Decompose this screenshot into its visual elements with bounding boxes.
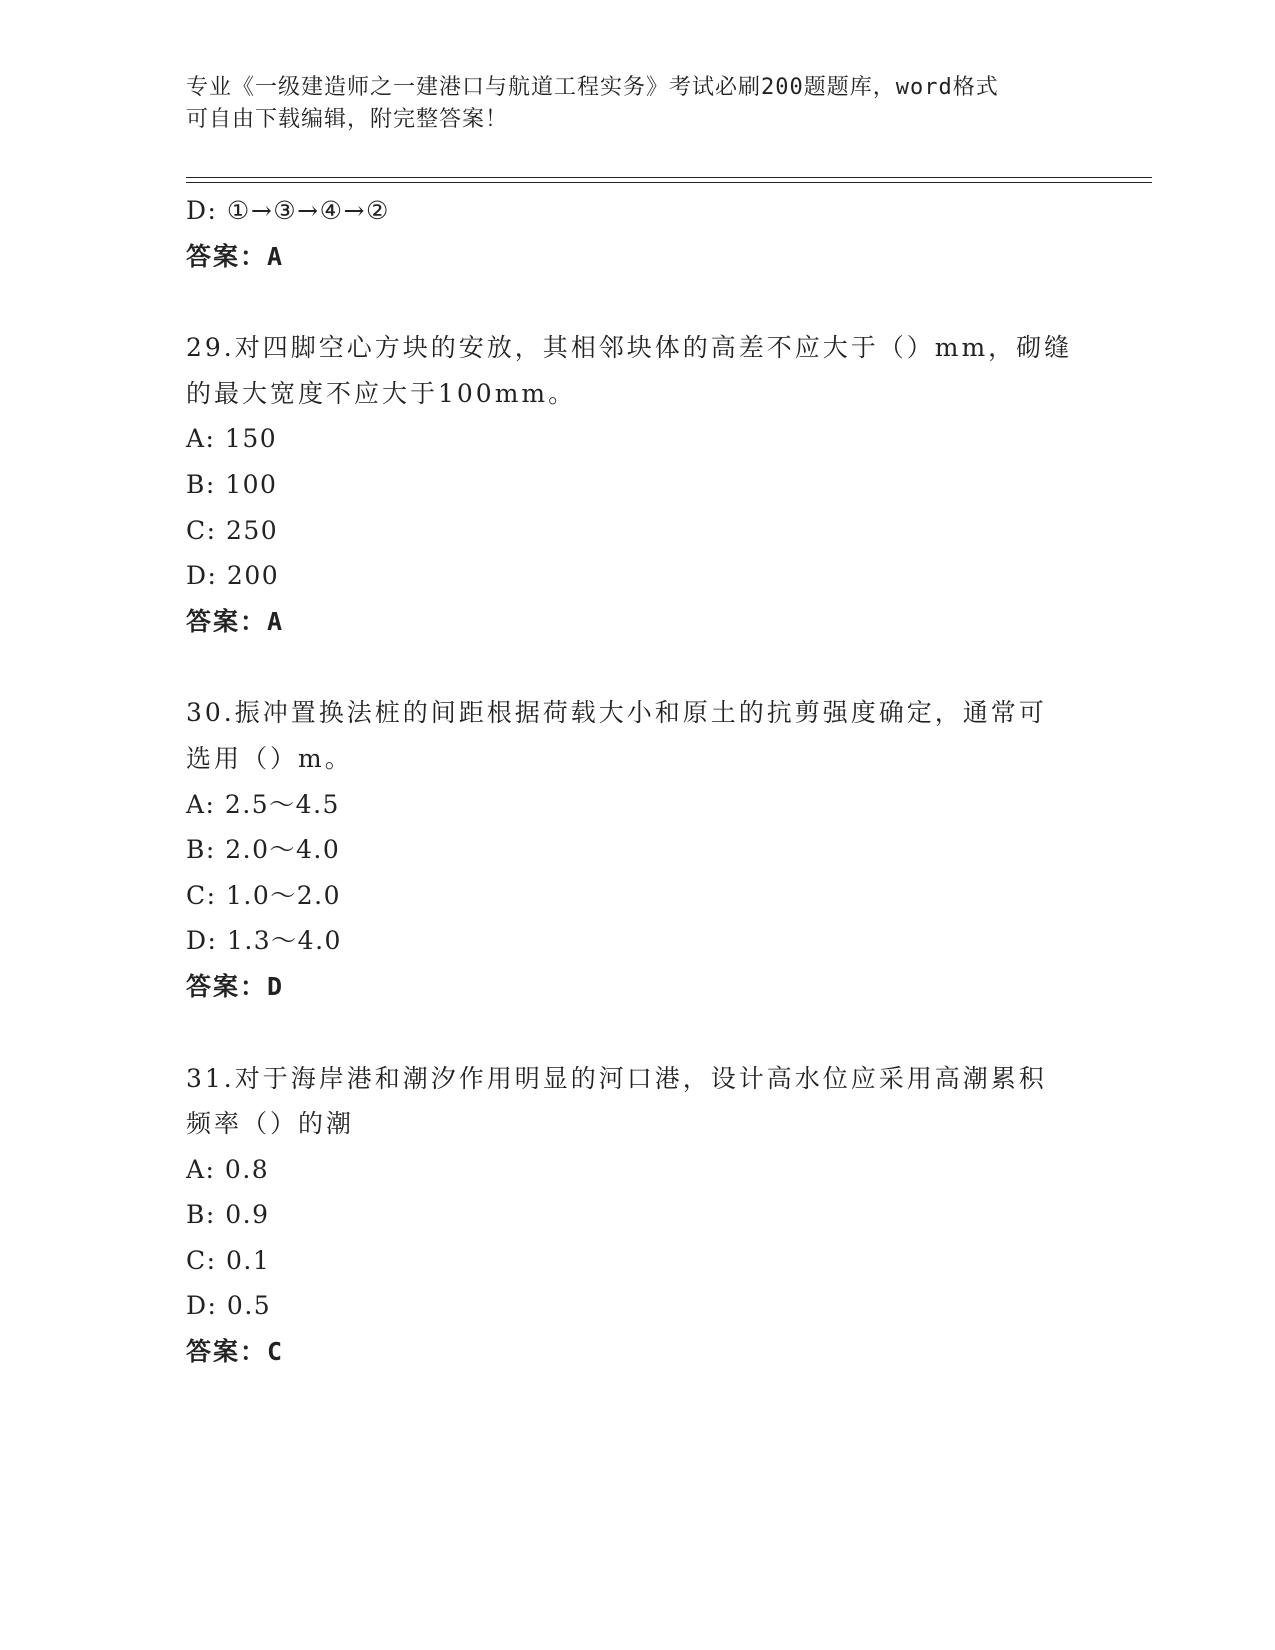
question-line-2: 频率（）的潮: [186, 1109, 355, 1139]
answer: 答案：D: [186, 971, 285, 1001]
answer: 答案：A: [186, 606, 285, 636]
question-31: [186, 1056, 1086, 1375]
prev-option-d: D: ①→③→④→②: [186, 196, 390, 225]
question-29: [186, 325, 1086, 644]
question-line-1: 31.对于海岸港和潮汐作用明显的河口港，设计高水位应采用高潮累积: [186, 1063, 1047, 1093]
option-b: B: 2.0～4.0: [186, 835, 341, 865]
option-d: D: 0.5: [186, 1291, 272, 1321]
option-b: B: 100: [186, 469, 278, 499]
header-line-1: 专业《一级建造师之一建港口与航道工程实务》考试必刷200题题库，word格式: [186, 75, 999, 100]
question-line-2: 的最大宽度不应大于100mm。: [186, 378, 577, 408]
header-divider: [186, 177, 1152, 183]
question-text: [186, 1056, 1076, 1147]
answer: 答案：C: [186, 1337, 285, 1367]
question-text: [186, 690, 1076, 781]
question-line-1: 29.对四脚空心方块的安放，其相邻块体的高差不应大于（）mm，砌缝: [186, 333, 1073, 363]
question-line-2: 选用（）m。: [186, 743, 353, 773]
option-a: A: 2.5～4.5: [186, 789, 340, 819]
question-text: [186, 325, 1076, 416]
question-line-1: 30.振冲置换法桩的间距根据荷载大小和原土的抗剪强度确定，通常可: [186, 698, 1047, 728]
header-line-2: 可自由下载编辑，附完整答案！: [186, 107, 509, 132]
page-header: [186, 72, 1066, 136]
option-c: C: 1.0～2.0: [186, 880, 342, 910]
option-c: C: 250: [186, 515, 279, 545]
option-a: A: 0.8: [186, 1154, 270, 1184]
option-a: A: 150: [186, 424, 278, 454]
prev-answer: 答案：A: [186, 241, 285, 271]
option-d: D: 200: [186, 561, 280, 591]
option-b: B: 0.9: [186, 1200, 270, 1230]
question-30: [186, 690, 1086, 1009]
option-c: C: 0.1: [186, 1245, 271, 1275]
document-body: [186, 188, 1086, 1375]
option-d: D: 1.3～4.0: [186, 926, 342, 956]
